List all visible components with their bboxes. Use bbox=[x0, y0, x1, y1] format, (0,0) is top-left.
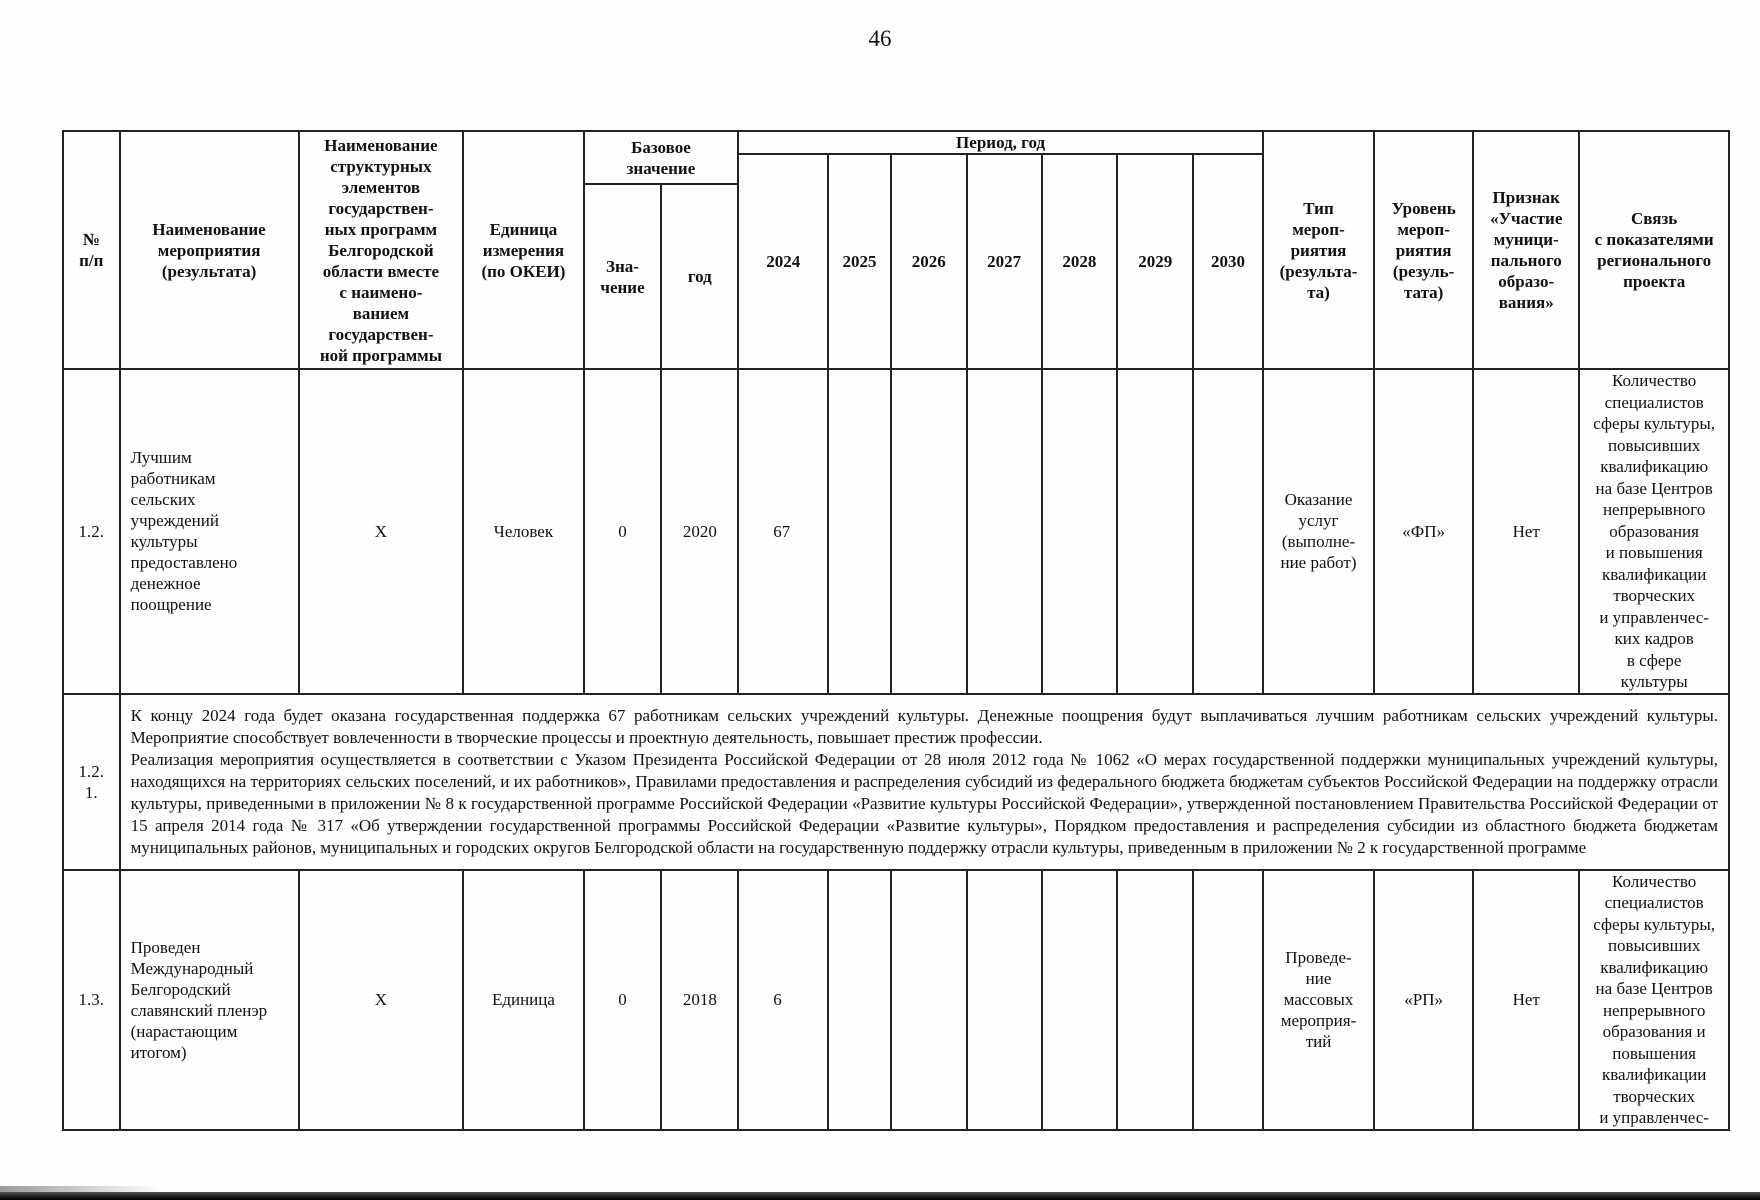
value-2029 bbox=[1117, 369, 1193, 694]
structural-element: Х bbox=[299, 369, 464, 694]
header-year-2024: 2024 bbox=[738, 154, 828, 369]
activity-type: Оказание услуг (выполне- ние работ) bbox=[1263, 369, 1374, 694]
header-activity-type: Тип мероп- риятия (результа- та) bbox=[1263, 131, 1374, 369]
value-2026 bbox=[891, 369, 967, 694]
header-project-link: Связь с показателями регионального проекта bbox=[1579, 131, 1729, 369]
header-year-2025: 2025 bbox=[828, 154, 891, 369]
value-2030 bbox=[1193, 369, 1263, 694]
value-2027 bbox=[967, 870, 1042, 1130]
base-value: 0 bbox=[584, 870, 662, 1130]
row-number: 1.3. bbox=[63, 870, 120, 1130]
value-2025 bbox=[828, 870, 891, 1130]
table-row bbox=[63, 870, 1729, 1130]
structural-element: Х bbox=[299, 870, 464, 1130]
header-year-2026: 2026 bbox=[891, 154, 967, 369]
value-2026 bbox=[891, 870, 967, 1130]
header-unit: Единица измерения (по ОКЕИ) bbox=[463, 131, 583, 369]
project-link: Количество специалистов сферы культуры, повысивших квалификацию на базе Центров непрерывного образования и повышения квалификации творческих и управленчес- bbox=[1579, 870, 1729, 1130]
row-number: 1.2. bbox=[63, 369, 120, 694]
activity-description bbox=[120, 694, 1729, 870]
value-2028 bbox=[1042, 870, 1118, 1130]
value-2024: 6 bbox=[738, 870, 828, 1130]
municipal-participation: Нет bbox=[1473, 369, 1579, 694]
base-value: 0 bbox=[584, 369, 662, 694]
unit: Единица bbox=[463, 870, 583, 1130]
unit: Человек bbox=[463, 369, 583, 694]
base-year: 2018 bbox=[661, 870, 738, 1130]
header-structural-elements: Наименование структурных элементов государствен- ных программ Белгородской области вместе с наимено- ванием государствен- ной программы bbox=[299, 131, 464, 369]
page-number: 46 bbox=[868, 26, 892, 51]
base-year: 2020 bbox=[661, 369, 738, 694]
municipal-participation: Нет bbox=[1473, 870, 1579, 1130]
header-period: Период, год bbox=[738, 131, 1263, 154]
activity-level: «РП» bbox=[1374, 870, 1473, 1130]
header-year-2028: 2028 bbox=[1042, 154, 1118, 369]
description-paragraph-1: К концу 2024 года будет оказана государственная поддержка 67 работникам сельских учреждений культуры. Денежные поощрения будут выплачиваться лучшим работникам сельских учреждений культуры. Мероприятие способствует вовлеченности в творческие процессы и проектную деятельность, повышает престиж профессии. bbox=[130, 705, 1718, 747]
header-year-2030: 2030 bbox=[1193, 154, 1263, 369]
scan-bottom-edge bbox=[0, 1192, 1760, 1200]
table-row-description bbox=[63, 694, 1729, 870]
header-base-year: год bbox=[661, 184, 738, 369]
table-row bbox=[63, 369, 1729, 694]
header-base-value-number: Зна- чение bbox=[584, 184, 662, 369]
value-2025 bbox=[828, 369, 891, 694]
activity-level: «ФП» bbox=[1374, 369, 1473, 694]
header-activity-name: Наименование мероприятия (результата) bbox=[120, 131, 299, 369]
header-year-2029: 2029 bbox=[1117, 154, 1193, 369]
project-link: Количество специалистов сферы культуры, повысивших квалификацию на базе Центров непрерывного образования и повышения квалификации творческих и управленчес- ких кадров в сфере культуры bbox=[1579, 369, 1729, 694]
value-2030 bbox=[1193, 870, 1263, 1130]
activity-type: Проведе- ние массовых мероприя- тий bbox=[1263, 870, 1374, 1130]
header-year-2027: 2027 bbox=[967, 154, 1042, 369]
header-num: № п/п bbox=[63, 131, 120, 369]
value-2029 bbox=[1117, 870, 1193, 1130]
header-base-value: Базовое значение bbox=[584, 131, 739, 184]
activity-name: Лучшим работникам сельских учреждений культуры предоставлено денежное поощрение bbox=[120, 369, 299, 694]
value-2024: 67 bbox=[738, 369, 828, 694]
activity-name: Проведен Международный Белгородский славянский пленэр (нарастающим итогом) bbox=[120, 870, 299, 1130]
header-row-1 bbox=[63, 131, 1729, 154]
activities-table bbox=[62, 130, 1730, 1131]
row-number: 1.2. 1. bbox=[63, 694, 120, 870]
header-municipal-participation: Признак «Участие муници- пального образо- вания» bbox=[1473, 131, 1579, 369]
value-2028 bbox=[1042, 369, 1118, 694]
header-activity-level: Уровень мероп- риятия (резуль- тата) bbox=[1374, 131, 1473, 369]
value-2027 bbox=[967, 369, 1042, 694]
description-paragraph-2: Реализация мероприятия осуществляется в соответствии с Указом Президента Российской Федерации от 28 июля 2012 года № 1062 «О мерах государственной поддержки муниципальных учреждений культуры, находящихся на территориях сельских поселений, и их работников», Правилами предоставления и распределения субсидий из федерального бюджета бюджетам субъектов Российской Федерации на поддержку отрасли культуры, приведенными в приложении № 8 к государственной программе Российской Федерации «Развитие культуры Российской Федерации», утвержденной постановлением Правительства Российской Федерации от 15 апреля 2014 года № 317 «Об утверждении государственной программы Российской Федерации «Развитие культуры», Порядком предоставления и распределения субсидии из областного бюджета бюджетам муниципальных районов, муниципальных и городских округов Белгородской области на государственную поддержку отрасли культуры, приведенным в приложении № 2 к государственной программе bbox=[130, 749, 1718, 857]
